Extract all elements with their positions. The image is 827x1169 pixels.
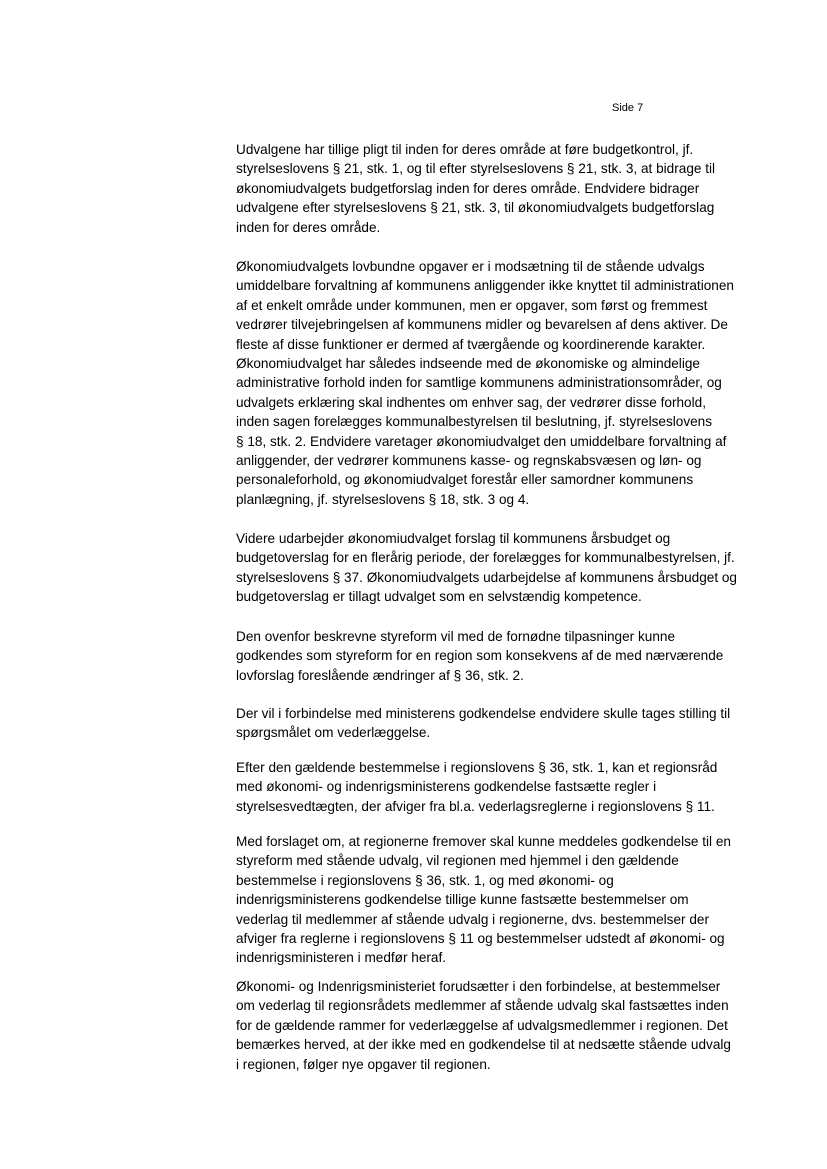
text-line: for de gældende rammer for vederlæggelse af udvalgsmedlemmer i regionen. Det (236, 1017, 728, 1033)
text-line: budgetoverslag for en flerårig periode, der forelægges for kommunalbestyrelsen, jf. (236, 550, 735, 566)
text-line: Udvalgene har tillige pligt til inden for deres område at føre budgetkontrol, jf. (236, 142, 694, 157)
paragraph-ministry-assumption (236, 977, 731, 1074)
text-line: anliggender, der vedrører kommunens kasse- og regnskabsvæsen og løn- og (236, 453, 702, 469)
text-line: lovforslag foreslående ændringer af § 36, stk. 2. (236, 667, 524, 683)
paragraph-proposal (236, 832, 731, 968)
paragraph-economy-committee-duties (236, 257, 734, 509)
paragraph-current-provision (236, 758, 717, 816)
text-line: indenrigsministerens godkendelse tillige kunne fastsætte bestemmelser om (236, 892, 689, 908)
text-line: afviger fra reglerne i regionslovens § 11 og bestemmelser udstedt af økonomi- og (236, 931, 725, 947)
text-line: vedrører tilvejebringelsen af kommunens midler og bevarelsen af dens aktiver. De (236, 317, 728, 333)
text-line: styrelseslovens § 37. Økonomiudvalgets udarbejdelse af kommunens årsbudget og (236, 569, 737, 585)
text-line: af et enkelt område under kommunen, men er opgaver, som først og fremmest (236, 297, 708, 313)
paragraph-governance-form (236, 627, 723, 685)
paragraph-remuneration-question (236, 704, 730, 743)
text-line: indenrigsministeren i medfør heraf. (236, 950, 447, 966)
text-line: bemærkes herved, at der ikke med en godkendelse til at nedsætte stående udvalg (236, 1037, 731, 1053)
text-line: administrative forhold inden for samtlige kommunens administrationsområder, og (236, 375, 722, 391)
text-line: Med forslaget om, at regionerne fremover skal kunne meddeles godkendelse til en (236, 834, 731, 849)
text-line: styrelseslovens § 21, stk. 1, og til efter styrelseslovens § 21, stk. 3, at bidrage til (236, 161, 716, 177)
text-line: med økonomi- og indenrigsministerens godkendelse fastsætte regler i (236, 779, 657, 795)
text-line: udvalgets erklæring skal indhentes om enhver sag, der vedrører disse forhold, (236, 394, 706, 410)
text-line: styreform med stående udvalg, vil regionen med hjemmel i den gældende (236, 853, 679, 869)
text-line: Økonomi- og Indenrigsministeriet forudsætter i den forbindelse, at bestemmelser (236, 979, 721, 994)
text-line: vederlag til medlemmer af stående udvalg i regionerne, dvs. bestemmelser der (236, 911, 709, 927)
text-line: Videre udarbejder økonomiudvalget forslag til kommunens årsbudget og (236, 531, 671, 546)
text-line: budgetoverslag er tillagt udvalget som en selvstændig kompetence. (236, 589, 642, 605)
text-line: i regionen, følger nye opgaver til regionen. (236, 1056, 491, 1072)
text-line: bestemmelse i regionslovens § 36, stk. 1, og med økonomi- og (236, 872, 614, 888)
text-line: Økonomiudvalget har således indseende med de økonomiske og almindelige (236, 356, 700, 372)
paragraph-budget-control (236, 140, 715, 237)
text-line: inden for deres område. (236, 219, 381, 235)
text-line: Efter den gældende bestemmelse i regionslovens § 36, stk. 1, kan et regionsråd (236, 760, 718, 775)
text-line: godkendes som styreform for en region som konsekvens af de med nærværende (236, 648, 724, 664)
text-line: fleste af disse funktioner er dermed af tværgående og koordinerende karakter. (236, 336, 706, 352)
text-line: § 18, stk. 2. Endvidere varetager økonomiudvalget den umiddelbare forvaltning af (236, 433, 727, 449)
text-line: umiddelbare forvaltning af kommunens anliggender ikke knyttet til administrationen (236, 278, 734, 294)
text-line: om vederlag til regionsrådets medlemmer af stående udvalg skal fastsættes inden (236, 998, 729, 1014)
text-line: spørgsmålet om vederlæggelse. (236, 725, 431, 741)
text-line: inden sagen forelægges kommunalbestyrelsen til beslutning, jf. styrelseslovens (236, 414, 713, 430)
text-line: styrelsesvedtægten, der afviger fra bl.a. vederlagsreglerne i regionslovens § 11. (236, 798, 715, 814)
text-line: personaleforhold, og økonomiudvalget forestår eller samordner kommunens (236, 472, 694, 488)
text-line: Der vil i forbindelse med ministerens godkendelse endvidere skulle tages stilling til (236, 706, 731, 721)
text-line: Økonomiudvalgets lovbundne opgaver er i modsætning til de stående udvalgs (236, 259, 705, 274)
text-line: Den ovenfor beskrevne styreform vil med de fornødne tilpasninger kunne (236, 629, 676, 644)
paragraph-annual-budget (236, 529, 737, 607)
text-line: planlægning, jf. styrelseslovens § 18, stk. 3 og 4. (236, 491, 530, 507)
page-number: Side 7 (612, 102, 644, 114)
text-line: økonomiudvalgets budgetforslag inden for deres område. Endvidere bidrager (236, 180, 700, 196)
text-line: udvalgene efter styrelseslovens § 21, stk. 3, til økonomiudvalgets budgetforslag (236, 200, 715, 216)
